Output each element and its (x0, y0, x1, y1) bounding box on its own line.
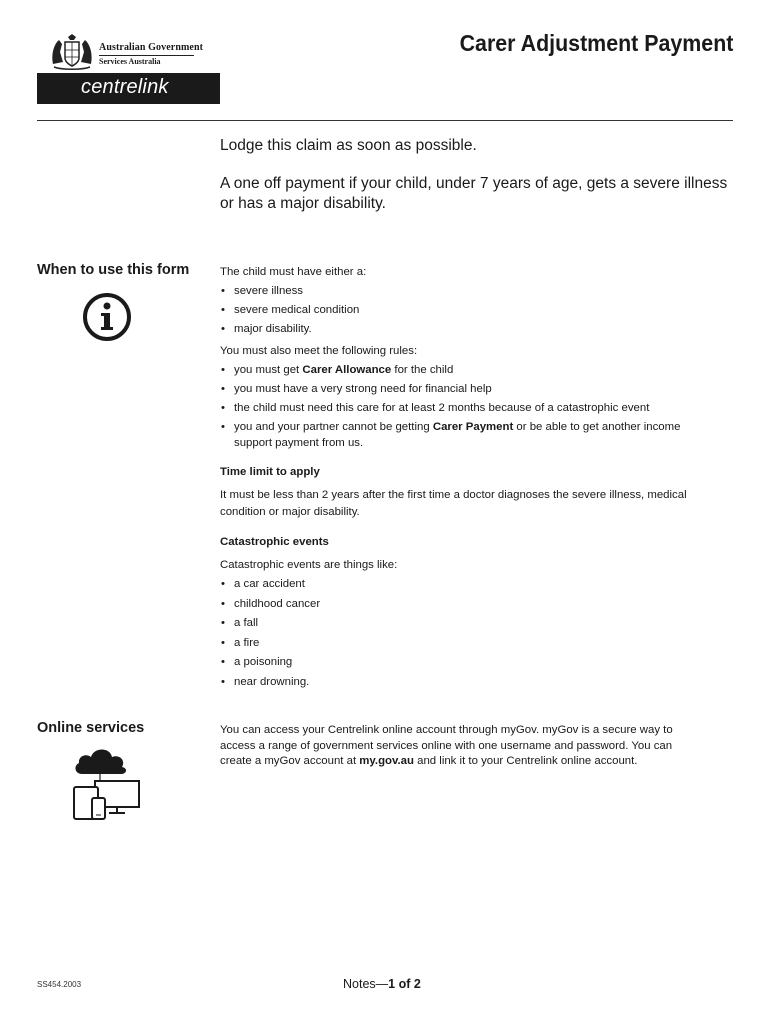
intro-description: A one off payment if your child, under 7 years of age, gets a severe illness or has a major disability. (220, 175, 728, 212)
conditions-list (220, 283, 720, 337)
page-number: 1 of 2 (388, 977, 421, 991)
rule-text: you and your partner cannot be getting (234, 421, 433, 433)
when-content (220, 264, 720, 690)
section-heading-online: Online services (37, 720, 145, 736)
list-item: • you must have a very strong need for financial help (220, 381, 720, 397)
rules-lead: You must also meet the following rules: (220, 345, 418, 357)
rule-text: or be able to get another income support payment from us. (234, 421, 681, 449)
list-item: • severe medical condition (220, 302, 720, 318)
info-icon (81, 291, 133, 343)
cloud-devices-icon (70, 744, 142, 820)
page-title: Carer Adjustment Payment (459, 30, 733, 56)
list-item: • the child must need this care for at least 2 months because of a catastrophic event (220, 400, 720, 416)
list-item: • a fall (220, 615, 720, 631)
list-item: • childhood cancer (220, 596, 720, 612)
header-divider (37, 120, 733, 121)
list-item: • near drowning. (220, 674, 720, 690)
notes-label: Notes— (343, 977, 389, 991)
online-content (220, 723, 700, 770)
form-code: SS454.2003 (37, 980, 82, 989)
catastrophic-lead: Catastrophic events are things like: (220, 559, 398, 571)
list-item: • major disability. (220, 321, 720, 337)
list-item: • a fire (220, 635, 720, 651)
coat-of-arms-icon (50, 34, 94, 72)
section-heading-when: When to use this form (37, 262, 190, 278)
rule-text: you must get (234, 364, 303, 376)
list-item: • a car accident (220, 576, 720, 592)
list-item (220, 362, 720, 378)
online-text-pre: You can access your Centrelink online account through myGov. myGov is a secure way to access a range of government services online with one username and password. You can create a myGov account at (220, 724, 673, 767)
time-limit-text: It must be less than 2 years after the first time a doctor diagnoses the severe illness, medical condition or major disability. (220, 489, 687, 518)
online-text (220, 723, 700, 770)
page-indicator (343, 977, 421, 991)
conditions-lead: The child must have either a: (220, 266, 367, 278)
rule-text: for the child (391, 364, 454, 376)
gov-name: Australian Government (99, 42, 204, 53)
mygov-link: my.gov.au (359, 755, 414, 767)
online-text-post: and link it to your Centrelink online account. (413, 755, 638, 767)
list-item: • a poisoning (220, 654, 720, 670)
time-limit-heading: Time limit to apply (220, 466, 320, 478)
events-list (220, 576, 720, 690)
rule-emphasis: Carer Allowance (302, 364, 392, 376)
gov-sub: Services Australia (99, 57, 161, 66)
list-item: • severe illness (220, 283, 720, 299)
list-item (220, 419, 720, 451)
gov-divider (99, 55, 194, 56)
intro-lodge: Lodge this claim as soon as possible. (220, 137, 477, 154)
rule-emphasis: Carer Payment (432, 421, 514, 433)
brand-bar (37, 73, 220, 104)
rules-list (220, 362, 720, 451)
catastrophic-heading: Catastrophic events (220, 536, 329, 548)
brand-logo: centrelink (81, 76, 169, 98)
